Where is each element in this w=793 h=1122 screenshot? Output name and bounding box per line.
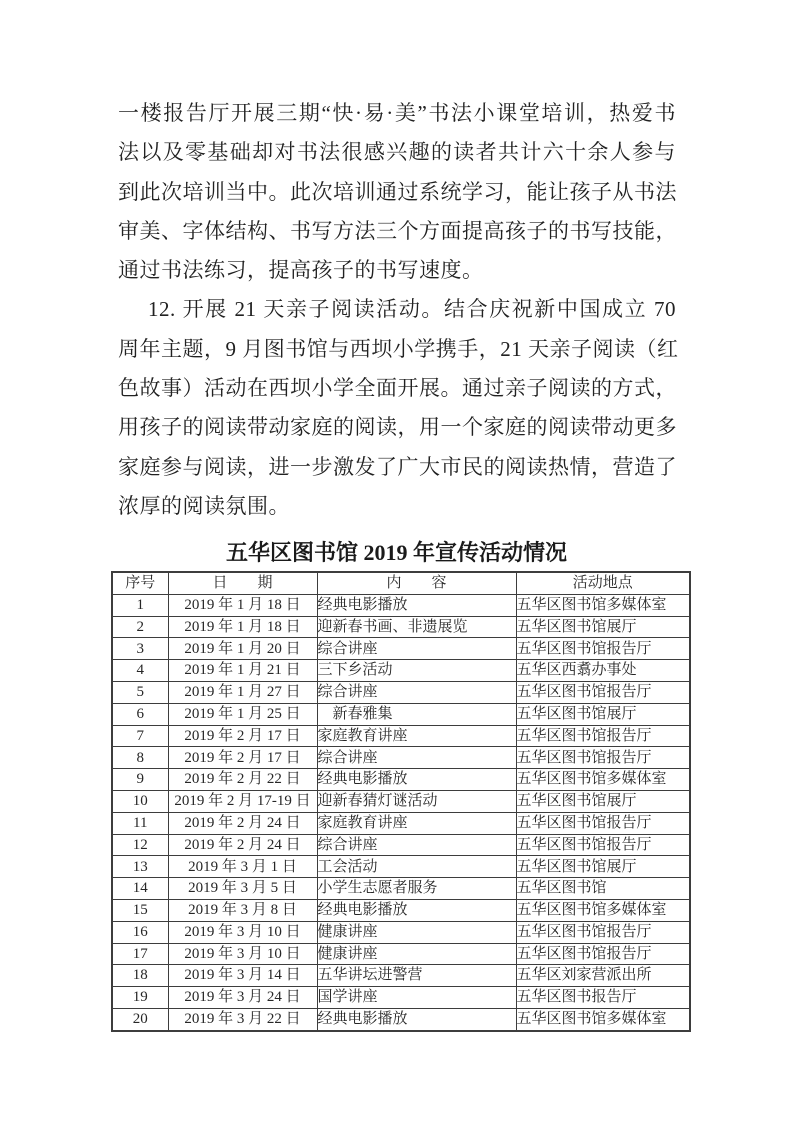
table-row — [112, 616, 690, 638]
cell-col-location: 五华区图书馆报告厅 — [516, 725, 690, 747]
cell-col-index: 13 — [112, 856, 168, 878]
cell-col-date: 2019 年 2 月 17 日 — [168, 725, 317, 747]
cell-col-content: 综合讲座 — [317, 747, 516, 769]
cell-col-content: 三下乡活动 — [317, 660, 516, 682]
cell-col-date: 2019 年 1 月 18 日 — [168, 594, 317, 616]
cell-col-location: 五华区图书馆展厅 — [516, 703, 690, 725]
paragraph-line: 审美、字体结构、书写方法三个方面提高孩子的书写技能， — [118, 218, 677, 243]
cell-col-location: 五华区刘家营派出所 — [516, 965, 690, 987]
cell-col-date: 2019 年 1 月 25 日 — [168, 703, 317, 725]
table-row — [112, 878, 690, 900]
cell-col-content: 健康讲座 — [317, 921, 516, 943]
activity-table-head — [112, 572, 690, 594]
cell-col-content: 综合讲座 — [317, 834, 516, 856]
paragraph-line: 用孩子的阅读带动家庭的阅读，用一个家庭的阅读带动更多 — [118, 415, 677, 440]
paragraph-line: 色故事）活动在西坝小学全面开展。通过亲子阅读的方式， — [118, 376, 677, 401]
cell-col-index: 15 — [112, 899, 168, 921]
cell-col-content: 综合讲座 — [317, 681, 516, 703]
cell-col-content: 经典电影播放 — [317, 594, 516, 616]
cell-col-location: 五华区图书馆报告厅 — [516, 943, 690, 965]
table-row — [112, 987, 690, 1009]
table-row — [112, 790, 690, 812]
cell-col-index: 1 — [112, 594, 168, 616]
header-col-location: 活动地点 — [516, 572, 690, 594]
cell-col-location: 五华区图书馆展厅 — [516, 616, 690, 638]
table-row — [112, 725, 690, 747]
cell-col-date: 2019 年 2 月 17-19 日 — [168, 790, 317, 812]
table-row — [112, 681, 690, 703]
cell-col-location: 五华区图书报告厅 — [516, 987, 690, 1009]
cell-col-location: 五华区图书馆多媒体室 — [516, 594, 690, 616]
cell-col-date: 2019 年 2 月 24 日 — [168, 834, 317, 856]
cell-col-index: 3 — [112, 638, 168, 660]
cell-col-index: 20 — [112, 1008, 168, 1030]
cell-col-location: 五华区图书馆报告厅 — [516, 681, 690, 703]
paragraph-line: 法以及零基础却对书法很感兴趣的读者共计六十余人参与 — [118, 140, 676, 165]
table-row — [112, 921, 690, 943]
cell-col-index: 12 — [112, 834, 168, 856]
cell-col-location: 五华区图书馆报告厅 — [516, 921, 690, 943]
cell-col-date: 2019 年 2 月 17 日 — [168, 747, 317, 769]
paragraph-line: 一楼报告厅开展三期“快·易·美”书法小课堂培训，热爱书 — [118, 101, 676, 125]
cell-col-content: 经典电影播放 — [317, 899, 516, 921]
cell-col-date: 2019 年 3 月 1 日 — [168, 856, 317, 878]
cell-col-index: 11 — [112, 812, 168, 834]
paragraph-line: 通过书法练习，提高孩子的书写速度。 — [118, 258, 484, 283]
cell-col-date: 2019 年 3 月 10 日 — [168, 921, 317, 943]
cell-col-date: 2019 年 1 月 21 日 — [168, 660, 317, 682]
cell-col-index: 9 — [112, 769, 168, 791]
cell-col-date: 2019 年 2 月 22 日 — [168, 769, 317, 791]
cell-col-location: 五华区图书馆多媒体室 — [516, 1008, 690, 1030]
paragraph-line: 浓厚的阅读氛围。 — [118, 493, 290, 518]
cell-col-index: 8 — [112, 747, 168, 769]
cell-col-index: 16 — [112, 921, 168, 943]
table-row — [112, 965, 690, 987]
cell-col-content: 国学讲座 — [317, 987, 516, 1009]
cell-col-location: 五华区图书馆报告厅 — [516, 638, 690, 660]
header-col-content: 内 容 — [317, 572, 516, 594]
activity-table-body — [112, 594, 690, 1030]
table-row — [112, 943, 690, 965]
cell-col-date: 2019 年 1 月 18 日 — [168, 616, 317, 638]
activity-table — [111, 571, 691, 1032]
cell-col-location: 五华区图书馆报告厅 — [516, 747, 690, 769]
paragraph-line: 到此次培训当中。此次培训通过系统学习，能让孩子从书法 — [118, 179, 677, 204]
cell-col-date: 2019 年 3 月 8 日 — [168, 899, 317, 921]
paragraph-2 — [118, 290, 679, 526]
cell-col-location: 五华区图书馆报告厅 — [516, 812, 690, 834]
cell-col-content: 新春雅集 — [317, 703, 516, 725]
table-row — [112, 1008, 690, 1030]
table-row — [112, 638, 690, 660]
cell-col-location: 五华区图书馆 — [516, 878, 690, 900]
table-row — [112, 594, 690, 616]
document-body — [118, 94, 679, 526]
cell-col-index: 18 — [112, 965, 168, 987]
cell-col-date: 2019 年 3 月 10 日 — [168, 943, 317, 965]
cell-col-content: 综合讲座 — [317, 638, 516, 660]
cell-col-content: 家庭教育讲座 — [317, 812, 516, 834]
cell-col-content: 五华讲坛进警营 — [317, 965, 516, 987]
header-col-index: 序号 — [112, 572, 168, 594]
table-title: 五华区图书馆 2019 年宣传活动情况 — [225, 540, 567, 565]
paragraph-line: 12. 开展 21 天亲子阅读活动。结合庆祝新中国成立 70 — [148, 297, 676, 322]
cell-col-date: 2019 年 3 月 5 日 — [168, 878, 317, 900]
cell-col-index: 2 — [112, 616, 168, 638]
cell-col-date: 2019 年 3 月 22 日 — [168, 1008, 317, 1030]
cell-col-location: 五华区西翥办事处 — [516, 660, 690, 682]
cell-col-index: 10 — [112, 790, 168, 812]
cell-col-location: 五华区图书馆展厅 — [516, 790, 690, 812]
cell-col-index: 7 — [112, 725, 168, 747]
cell-col-location: 五华区图书馆多媒体室 — [516, 769, 690, 791]
cell-col-content: 家庭教育讲座 — [317, 725, 516, 747]
cell-col-index: 5 — [112, 681, 168, 703]
cell-col-content: 小学生志愿者服务 — [317, 878, 516, 900]
cell-col-location: 五华区图书馆展厅 — [516, 856, 690, 878]
cell-col-content: 经典电影播放 — [317, 769, 516, 791]
table-row — [112, 834, 690, 856]
table-row — [112, 812, 690, 834]
table-row — [112, 703, 690, 725]
cell-col-index: 6 — [112, 703, 168, 725]
paragraph-line: 家庭参与阅读，进一步激发了广大市民的阅读热情，营造了 — [118, 454, 677, 479]
cell-col-content: 迎新春猜灯谜活动 — [317, 790, 516, 812]
table-row — [112, 769, 690, 791]
cell-col-index: 4 — [112, 660, 168, 682]
table-row — [112, 747, 690, 769]
paragraph-line: 周年主题，9 月图书馆与西坝小学携手，21 天亲子阅读（红 — [118, 336, 679, 361]
table-row — [112, 899, 690, 921]
header-col-date: 日 期 — [168, 572, 317, 594]
cell-col-content: 迎新春书画、非遗展览 — [317, 616, 516, 638]
cell-col-location: 五华区图书馆多媒体室 — [516, 899, 690, 921]
table-row — [112, 856, 690, 878]
header-row — [112, 572, 690, 594]
cell-col-date: 2019 年 3 月 14 日 — [168, 965, 317, 987]
cell-col-index: 17 — [112, 943, 168, 965]
cell-col-date: 2019 年 1 月 27 日 — [168, 681, 317, 703]
cell-col-index: 19 — [112, 987, 168, 1009]
cell-col-date: 2019 年 2 月 24 日 — [168, 812, 317, 834]
cell-col-index: 14 — [112, 878, 168, 900]
cell-col-content: 健康讲座 — [317, 943, 516, 965]
cell-col-content: 经典电影播放 — [317, 1008, 516, 1030]
cell-col-date: 2019 年 3 月 24 日 — [168, 987, 317, 1009]
table-row — [112, 660, 690, 682]
cell-col-location: 五华区图书馆报告厅 — [516, 834, 690, 856]
cell-col-content: 工会活动 — [317, 856, 516, 878]
paragraph-1 — [118, 94, 676, 290]
cell-col-date: 2019 年 1 月 20 日 — [168, 638, 317, 660]
